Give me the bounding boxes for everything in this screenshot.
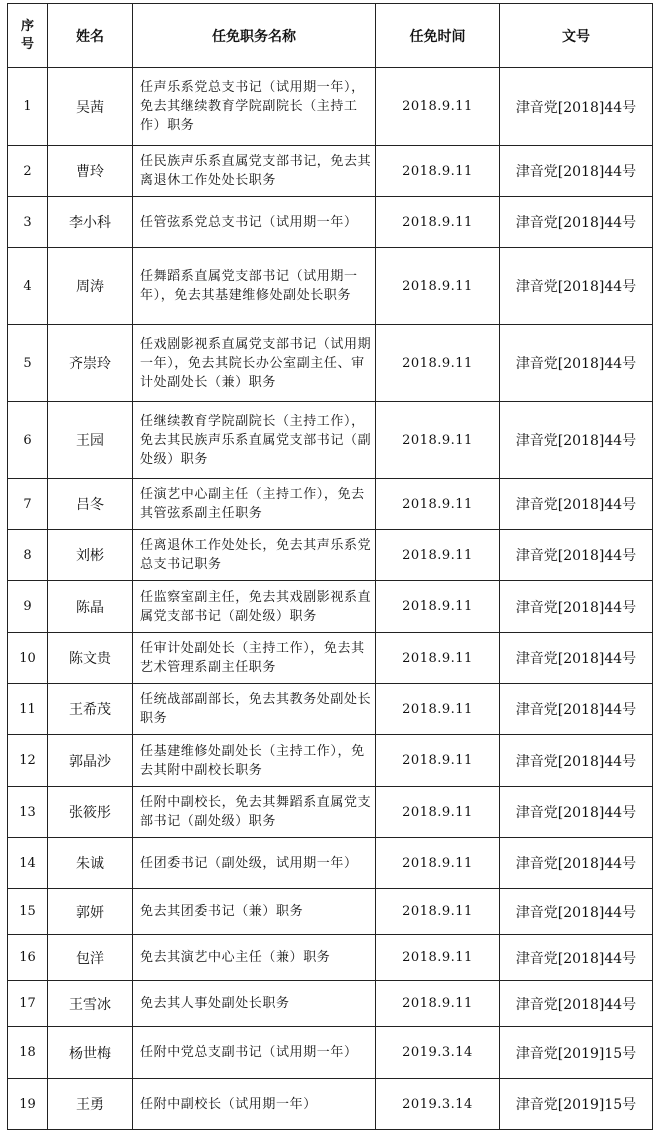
row-number: 2 <box>8 146 48 197</box>
row-doc-number: 津音党[2018]44号 <box>500 146 653 197</box>
row-date: 2018.9.11 <box>376 325 500 402</box>
row-date: 2019.3.14 <box>376 1027 500 1079</box>
row-position: 任演艺中心副主任（主持工作），免去其管弦系副主任职务 <box>133 479 376 530</box>
appointment-table <box>7 3 653 1130</box>
row-date: 2018.9.11 <box>376 530 500 581</box>
row-position: 任继续教育学院副院长（主持工作），免去其民族声乐系直属党支部书记（副处级）职务 <box>133 402 376 479</box>
table-row <box>8 146 653 197</box>
row-name: 吴茜 <box>48 68 133 146</box>
row-doc-number: 津音党[2018]44号 <box>500 479 653 530</box>
row-doc-number: 津音党[2018]44号 <box>500 735 653 787</box>
table-row <box>8 889 653 935</box>
row-doc-number: 津音党[2018]44号 <box>500 530 653 581</box>
row-name: 张筱彤 <box>48 787 133 838</box>
row-number: 10 <box>8 633 48 684</box>
row-date: 2018.9.11 <box>376 787 500 838</box>
row-name: 王园 <box>48 402 133 479</box>
table-body <box>8 68 653 1130</box>
row-date: 2018.9.11 <box>376 838 500 889</box>
row-position: 任离退休工作处处长，免去其声乐系党总支书记职务 <box>133 530 376 581</box>
row-position: 任附中副校长（试用期一年） <box>133 1079 376 1130</box>
row-date: 2018.9.11 <box>376 68 500 146</box>
row-doc-number: 津音党[2018]44号 <box>500 981 653 1027</box>
row-position: 免去其团委书记（兼）职务 <box>133 889 376 935</box>
row-name: 陈文贵 <box>48 633 133 684</box>
row-date: 2018.9.11 <box>376 248 500 325</box>
row-doc-number: 津音党[2018]44号 <box>500 68 653 146</box>
row-date: 2018.9.11 <box>376 197 500 248</box>
table-row <box>8 735 653 787</box>
row-name: 齐崇玲 <box>48 325 133 402</box>
row-doc-number: 津音党[2018]44号 <box>500 684 653 735</box>
row-date: 2018.9.11 <box>376 479 500 530</box>
table-row <box>8 981 653 1027</box>
row-position: 任声乐系党总支书记（试用期一年），免去其继续教育学院副院长（主持工作）职务 <box>133 68 376 146</box>
row-name: 刘彬 <box>48 530 133 581</box>
row-doc-number: 津音党[2019]15号 <box>500 1027 653 1079</box>
row-name: 郭晶沙 <box>48 735 133 787</box>
row-doc-number: 津音党[2019]15号 <box>500 1079 653 1130</box>
row-number: 1 <box>8 68 48 146</box>
row-name: 朱诚 <box>48 838 133 889</box>
row-doc-number: 津音党[2018]44号 <box>500 325 653 402</box>
row-position: 任团委书记（副处级，试用期一年） <box>133 838 376 889</box>
table-row <box>8 68 653 146</box>
table-row <box>8 325 653 402</box>
row-doc-number: 津音党[2018]44号 <box>500 197 653 248</box>
table-row <box>8 197 653 248</box>
row-date: 2018.9.11 <box>376 935 500 981</box>
table-row <box>8 402 653 479</box>
row-number: 14 <box>8 838 48 889</box>
row-position: 任民族声乐系直属党支部书记，免去其离退休工作处处长职务 <box>133 146 376 197</box>
row-position: 免去其演艺中心主任（兼）职务 <box>133 935 376 981</box>
row-date: 2018.9.11 <box>376 981 500 1027</box>
row-position: 任附中副校长，免去其舞蹈系直属党支部书记（副处级）职务 <box>133 787 376 838</box>
row-position: 任统战部副部长，免去其教务处副处长职务 <box>133 684 376 735</box>
row-doc-number: 津音党[2018]44号 <box>500 402 653 479</box>
table-row <box>8 935 653 981</box>
row-number: 16 <box>8 935 48 981</box>
row-doc-number: 津音党[2018]44号 <box>500 838 653 889</box>
row-position: 任舞蹈系直属党支部书记（试用期一年），免去其基建维修处副处长职务 <box>133 248 376 325</box>
row-date: 2018.9.11 <box>376 146 500 197</box>
row-name: 李小科 <box>48 197 133 248</box>
table-row <box>8 581 653 633</box>
header-position: 任免职务名称 <box>133 4 376 68</box>
row-date: 2019.3.14 <box>376 1079 500 1130</box>
row-doc-number: 津音党[2018]44号 <box>500 935 653 981</box>
header-no-text: 序 号 <box>20 18 34 52</box>
row-name: 曹玲 <box>48 146 133 197</box>
row-name: 陈晶 <box>48 581 133 633</box>
row-name: 吕冬 <box>48 479 133 530</box>
table-row <box>8 633 653 684</box>
row-date: 2018.9.11 <box>376 402 500 479</box>
row-number: 19 <box>8 1079 48 1130</box>
row-number: 7 <box>8 479 48 530</box>
row-doc-number: 津音党[2018]44号 <box>500 889 653 935</box>
row-number: 15 <box>8 889 48 935</box>
row-name: 包洋 <box>48 935 133 981</box>
row-name: 王勇 <box>48 1079 133 1130</box>
header-no <box>8 4 48 68</box>
row-position: 任监察室副主任，免去其戏剧影视系直属党支部书记（副处级）职务 <box>133 581 376 633</box>
row-number: 11 <box>8 684 48 735</box>
table-row <box>8 1027 653 1079</box>
header-row <box>8 4 653 68</box>
header-name: 姓名 <box>48 4 133 68</box>
row-number: 6 <box>8 402 48 479</box>
row-position: 免去其人事处副处长职务 <box>133 981 376 1027</box>
row-doc-number: 津音党[2018]44号 <box>500 581 653 633</box>
row-number: 3 <box>8 197 48 248</box>
table-row <box>8 530 653 581</box>
row-position: 任戏剧影视系直属党支部书记（试用期一年），免去其院长办公室副主任、审计处副处长（兼）职务 <box>133 325 376 402</box>
row-position: 任审计处副处长（主持工作），免去其艺术管理系副主任职务 <box>133 633 376 684</box>
row-date: 2018.9.11 <box>376 684 500 735</box>
row-number: 8 <box>8 530 48 581</box>
table-row <box>8 248 653 325</box>
row-position: 任基建维修处副处长（主持工作），免去其附中副校长职务 <box>133 735 376 787</box>
row-number: 13 <box>8 787 48 838</box>
row-name: 杨世梅 <box>48 1027 133 1079</box>
row-name: 周涛 <box>48 248 133 325</box>
row-number: 9 <box>8 581 48 633</box>
row-name: 王雪冰 <box>48 981 133 1027</box>
row-position: 任管弦系党总支书记（试用期一年） <box>133 197 376 248</box>
row-number: 4 <box>8 248 48 325</box>
table-row <box>8 1079 653 1130</box>
row-doc-number: 津音党[2018]44号 <box>500 787 653 838</box>
table-row <box>8 479 653 530</box>
table-row <box>8 787 653 838</box>
table-row <box>8 684 653 735</box>
row-number: 12 <box>8 735 48 787</box>
row-date: 2018.9.11 <box>376 889 500 935</box>
row-doc-number: 津音党[2018]44号 <box>500 633 653 684</box>
row-name: 郭妍 <box>48 889 133 935</box>
row-doc-number: 津音党[2018]44号 <box>500 248 653 325</box>
row-date: 2018.9.11 <box>376 735 500 787</box>
row-date: 2018.9.11 <box>376 581 500 633</box>
header-date: 任免时间 <box>376 4 500 68</box>
row-date: 2018.9.11 <box>376 633 500 684</box>
row-position: 任附中党总支副书记（试用期一年） <box>133 1027 376 1079</box>
row-name: 王希茂 <box>48 684 133 735</box>
row-number: 18 <box>8 1027 48 1079</box>
header-doc: 文号 <box>500 4 653 68</box>
row-number: 5 <box>8 325 48 402</box>
row-number: 17 <box>8 981 48 1027</box>
table-row <box>8 838 653 889</box>
